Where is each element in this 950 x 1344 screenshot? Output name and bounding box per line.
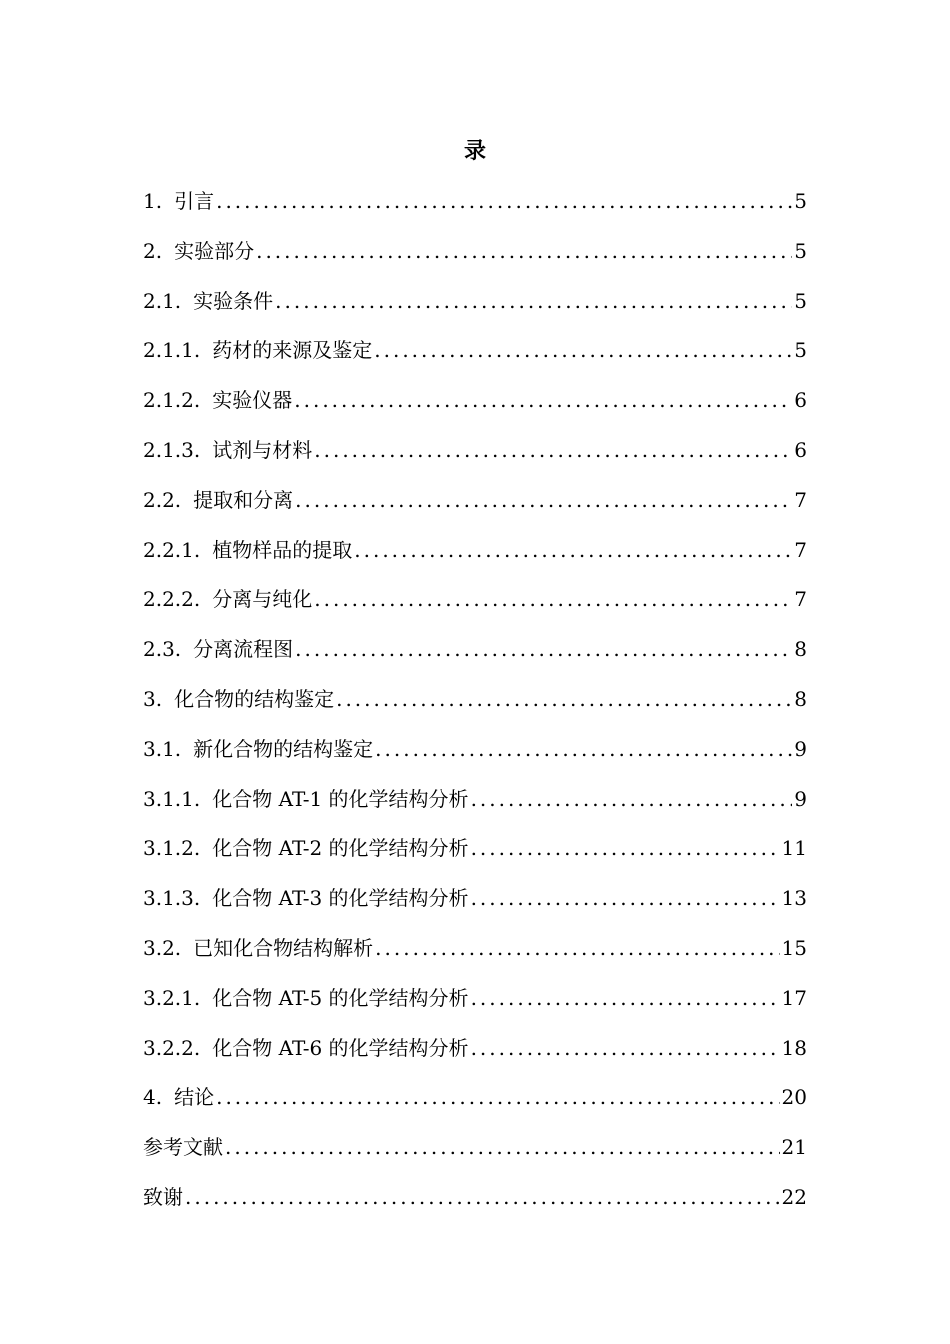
toc-entry-number: 3.2.2. bbox=[143, 1035, 201, 1060]
toc-dot-leader bbox=[354, 533, 792, 567]
toc-entry-page: 6 bbox=[794, 388, 807, 413]
toc-entry-page: 22 bbox=[781, 1184, 807, 1209]
toc-entry bbox=[143, 533, 807, 583]
toc-entry bbox=[143, 1080, 807, 1130]
toc-entry-number: 3.1.3. bbox=[143, 886, 201, 911]
toc-entry-title: 化合物 AT-6 的化学结构分析 bbox=[212, 1035, 469, 1060]
toc-entry-page: 7 bbox=[794, 487, 807, 512]
toc-entry-title: 致谢 bbox=[143, 1184, 183, 1209]
toc-entry-page: 5 bbox=[794, 288, 807, 313]
toc-entry bbox=[143, 632, 807, 682]
toc-entry-title: 植物样品的提取 bbox=[212, 537, 353, 562]
toc-entry-number: 3. bbox=[143, 686, 163, 711]
toc-entry-number: 2.3. bbox=[143, 637, 182, 662]
toc-entry-page: 8 bbox=[794, 637, 807, 662]
toc-entry-title: 化合物 AT-1 的化学结构分析 bbox=[212, 786, 469, 811]
toc-dot-leader bbox=[275, 284, 792, 318]
toc-entry-title: 新化合物的结构鉴定 bbox=[193, 736, 374, 761]
toc-entry-title: 化合物 AT-2 的化学结构分析 bbox=[212, 836, 469, 861]
toc-entry bbox=[143, 881, 807, 931]
toc-entry-page: 18 bbox=[781, 1035, 807, 1060]
toc-entry-number: 2.1. bbox=[143, 288, 182, 313]
toc-entry-title: 化合物 AT-3 的化学结构分析 bbox=[212, 886, 469, 911]
toc-entry bbox=[143, 284, 807, 334]
toc-entry bbox=[143, 333, 807, 383]
toc-entry-number: 3.1.1. bbox=[143, 786, 201, 811]
toc-entry-page: 7 bbox=[794, 537, 807, 562]
toc-dot-leader bbox=[225, 1130, 780, 1164]
toc-entry-title: 提取和分离 bbox=[193, 487, 294, 512]
toc-dot-leader bbox=[314, 582, 792, 616]
toc-entry bbox=[143, 931, 807, 981]
toc-dot-leader bbox=[295, 632, 792, 666]
toc-entry-title: 参考文献 bbox=[143, 1135, 223, 1160]
toc-entry-number: 3.1. bbox=[143, 736, 182, 761]
toc-dot-leader bbox=[216, 184, 792, 218]
toc-dot-leader bbox=[294, 383, 792, 417]
toc-dot-leader bbox=[375, 931, 779, 965]
toc-entry bbox=[143, 184, 807, 234]
toc-dot-leader bbox=[216, 1080, 779, 1114]
toc-entry-number: 2.2.1. bbox=[143, 537, 201, 562]
toc-list bbox=[143, 184, 807, 1230]
toc-entry-page: 8 bbox=[794, 686, 807, 711]
toc-entry-page: 20 bbox=[781, 1085, 807, 1110]
toc-entry-number: 3.2.1. bbox=[143, 985, 201, 1010]
toc-entry-number: 2. bbox=[143, 238, 163, 263]
toc-entry-page: 17 bbox=[781, 985, 807, 1010]
toc-title: 录 bbox=[463, 138, 486, 164]
toc-entry bbox=[143, 1130, 807, 1180]
toc-dot-leader bbox=[471, 1031, 780, 1065]
toc-entry bbox=[143, 483, 807, 533]
toc-entry bbox=[143, 582, 807, 632]
toc-entry-title: 已知化合物结构解析 bbox=[193, 935, 374, 960]
toc-entry-number: 2.1.1. bbox=[143, 338, 201, 363]
toc-entry bbox=[143, 782, 807, 832]
toc-dot-leader bbox=[374, 333, 792, 367]
toc-entry-page: 15 bbox=[781, 935, 807, 960]
toc-entry bbox=[143, 433, 807, 483]
toc-entry bbox=[143, 682, 807, 732]
toc-entry-page: 5 bbox=[794, 189, 807, 213]
toc-entry-title: 结论 bbox=[174, 1085, 215, 1110]
toc-entry-title: 实验部分 bbox=[174, 238, 255, 263]
toc-entry-number: 1. bbox=[143, 189, 163, 213]
toc-entry-page: 11 bbox=[781, 836, 807, 861]
toc-entry bbox=[143, 234, 807, 284]
toc-entry-number: 2.1.2. bbox=[143, 388, 201, 413]
toc-dot-leader bbox=[256, 234, 792, 268]
toc-entry bbox=[143, 831, 807, 881]
toc-entry-page: 5 bbox=[794, 238, 807, 263]
toc-entry-page: 7 bbox=[794, 587, 807, 612]
toc-entry-number: 3.2. bbox=[143, 935, 182, 960]
toc-dot-leader bbox=[185, 1180, 780, 1214]
toc-dot-leader bbox=[336, 682, 792, 716]
toc-dot-leader bbox=[314, 433, 792, 467]
toc-entry-page: 9 bbox=[794, 786, 807, 811]
toc-entry-title: 分离与纯化 bbox=[212, 587, 313, 612]
toc-entry bbox=[143, 1180, 807, 1230]
toc-entry-number: 2.2. bbox=[143, 487, 182, 512]
toc-dot-leader bbox=[471, 831, 780, 865]
toc-entry-title: 试剂与材料 bbox=[212, 437, 313, 462]
toc-entry bbox=[143, 383, 807, 433]
toc-entry-title: 实验仪器 bbox=[212, 388, 293, 413]
toc-entry bbox=[143, 981, 807, 1031]
toc-entry bbox=[143, 732, 807, 782]
toc-entry-title: 化合物的结构鉴定 bbox=[174, 686, 335, 711]
toc-dot-leader bbox=[471, 782, 793, 816]
toc-dot-leader bbox=[375, 732, 792, 766]
toc-entry-number: 3.1.2. bbox=[143, 836, 201, 861]
toc-entry-number: 4. bbox=[143, 1085, 163, 1110]
toc-dot-leader bbox=[471, 981, 780, 1015]
toc-dot-leader bbox=[295, 483, 792, 517]
toc-entry-page: 5 bbox=[794, 338, 807, 363]
toc-entry-number: 2.1.3. bbox=[143, 437, 201, 462]
toc-entry-page: 21 bbox=[781, 1135, 807, 1160]
toc-entry-number: 2.2.2. bbox=[143, 587, 201, 612]
toc-entry bbox=[143, 1031, 807, 1081]
toc-entry-page: 13 bbox=[781, 886, 807, 911]
toc-entry-title: 实验条件 bbox=[193, 288, 274, 313]
toc-dot-leader bbox=[471, 881, 780, 915]
toc-entry-title: 分离流程图 bbox=[193, 637, 294, 662]
toc-entry-page: 9 bbox=[794, 736, 807, 761]
toc-entry-page: 6 bbox=[794, 437, 807, 462]
toc-entry-title: 化合物 AT-5 的化学结构分析 bbox=[212, 985, 469, 1010]
toc-entry-title: 引言 bbox=[174, 189, 215, 213]
toc-entry-title: 药材的来源及鉴定 bbox=[212, 338, 373, 363]
